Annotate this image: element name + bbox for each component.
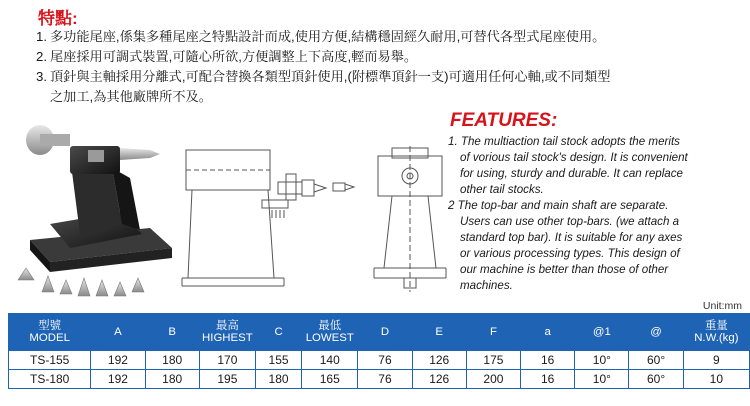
column-header: @ <box>629 314 683 351</box>
column-header: 重量 N.W.(kg) <box>683 314 749 351</box>
table-cell: 180 <box>255 370 301 389</box>
table-cell: 155 <box>255 351 301 370</box>
table-cell: 192 <box>91 351 145 370</box>
column-header: 型號 MODEL <box>9 314 91 351</box>
chinese-feature-number: 3. <box>36 69 47 84</box>
technical-drawing <box>178 128 450 296</box>
chinese-feature-text-cont: 之加工,為其他廠牌所不及。 <box>50 89 212 104</box>
features-title: FEATURES: <box>450 110 558 131</box>
feature-line: 2 The top-bar and main shaft are separate. <box>448 199 669 212</box>
chinese-feature-text: 頂針與主軸採用分離式,可配合替換各類型頂針使用,(附標準頂針一支)可適用任何心軸,或不同類型 <box>50 69 611 84</box>
column-header: A <box>91 314 145 351</box>
column-header: E <box>412 314 466 351</box>
table-cell: 16 <box>521 351 575 370</box>
column-header: 最低 LOWEST <box>302 314 358 351</box>
chinese-feature-item <box>36 27 736 47</box>
table-cell: 10 <box>683 370 749 389</box>
table-row <box>9 351 750 370</box>
feature-line: machines. <box>460 279 513 292</box>
column-header: @1 <box>575 314 629 351</box>
table-cell: 170 <box>199 351 255 370</box>
table-cell: 10° <box>575 370 629 389</box>
table-cell: 200 <box>466 370 520 389</box>
table-cell: 175 <box>466 351 520 370</box>
chinese-feature-item <box>36 67 736 87</box>
table-cell: 126 <box>412 370 466 389</box>
feature-line: our machine is better than those of other <box>460 263 669 276</box>
column-header: C <box>255 314 301 351</box>
chinese-feature-number: 2. <box>36 49 47 64</box>
table-cell: 195 <box>199 370 255 389</box>
table-header-row <box>9 314 750 351</box>
table-cell: 180 <box>145 370 199 389</box>
spec-table <box>8 313 750 389</box>
column-header: D <box>358 314 412 351</box>
table-cell: 9 <box>683 351 749 370</box>
table-cell: 180 <box>145 351 199 370</box>
feature-line: 1. The multiaction tail stock adopts the merits <box>448 135 680 148</box>
table-cell: 76 <box>358 370 412 389</box>
column-header: B <box>145 314 199 351</box>
feature-line: other tail stocks. <box>460 183 544 196</box>
chinese-feature-item <box>36 47 736 67</box>
table-cell: TS-180 <box>9 370 91 389</box>
feature-line: or various processing types. This design of <box>460 247 680 260</box>
feature-line: for using, sturdy and durable. It can replace <box>460 167 683 180</box>
table-cell: 126 <box>412 351 466 370</box>
feature-line: of vorious tail stock's design. It is convenient <box>460 151 688 164</box>
features-list <box>448 134 748 294</box>
unit-label: Unit:mm <box>702 300 742 312</box>
table-cell: 76 <box>358 351 412 370</box>
table-cell: TS-155 <box>9 351 91 370</box>
chinese-feature-text: 多功能尾座,係集多種尾座之特點設計而成,使用方便,結構穩固經久耐用,可替代各型式尾座使用。 <box>50 29 606 44</box>
table-cell: 60° <box>629 370 683 389</box>
table-cell: 16 <box>521 370 575 389</box>
table-row <box>9 370 750 389</box>
chinese-features-title: 特點: <box>38 9 78 28</box>
tail-stock-photo <box>0 112 180 312</box>
feature-line: Users can use other top-bars. (we attach a <box>460 215 680 228</box>
table-cell: 10° <box>575 351 629 370</box>
chinese-feature-text: 尾座採用可調式裝置,可隨心所欲,方便調整上下高度,輕而易舉。 <box>50 49 418 64</box>
chinese-feature-number: 1. <box>36 29 47 44</box>
table-cell: 140 <box>302 351 358 370</box>
feature-line: standard top bar). It is suitable for any axes <box>460 231 683 244</box>
column-header: 最高 HIGHEST <box>199 314 255 351</box>
table-cell: 60° <box>629 351 683 370</box>
chinese-features-list <box>36 27 736 107</box>
table-cell: 192 <box>91 370 145 389</box>
table-cell: 165 <box>302 370 358 389</box>
column-header: a <box>521 314 575 351</box>
column-header: F <box>466 314 520 351</box>
